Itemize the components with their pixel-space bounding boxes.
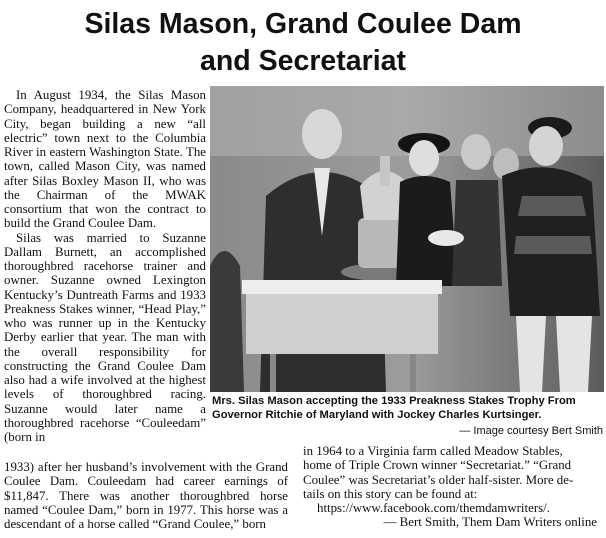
paragraph-1: In August 1934, the Silas Mason Company, headquartered in New York City, began building a new “all electric” town next to the Columbia River in eastern Washington State. The town, called Mason City, was named after Silas Boxley Mason II, who was the Chairman of the MWAK consortium that won the contract to build the Grand Coulee Dam.	[4, 88, 206, 231]
photo-caption: Mrs. Silas Mason accepting the 1933 Preakness Stakes Trophy From Governor Ritchie of Maryland with Jockey Charles Kurtsinger.	[212, 395, 576, 421]
right-column	[303, 444, 597, 530]
title-line-2: and Secretariat	[200, 45, 406, 77]
article-title	[0, 6, 606, 80]
facebook-link[interactable]: https://www.facebook.com/themdamwriters/.	[317, 501, 550, 515]
paragraph-2: Silas was married to Suzanne Dallam Burnett, an accomplished thoroughbred racehorse trainer and owner. Suzanne owned Lexington Kentucky’s Duntreath Farms and 1933 Preakness Stakes winner, “Head Play,” who was runner up in the Kentucky Derby earlier that year. The man with the overall responsibility for constructing the Grand Coulee Dam also had a wife involved at the highest levels of thoroughbred racing. Suzanne would later name a thoroughbred racehorse “Couleedam” (born in	[4, 230, 206, 444]
photo-credit: — Image courtesy Bert Smith	[459, 425, 603, 437]
right-line-3: Coulee” was Secretariat’s older half-sister. More de-	[303, 472, 574, 487]
paragraph-2-continued: 1933) after her husband’s involvement with the Grand Coulee Dam. Couleedam had career earnings of $11,847. There was another thoroughbred horse named “Coulee Dam,” born in 1977. This horse was a descendant of a horse called “Grand Coulee,” born	[4, 460, 288, 531]
right-line-4: tails on this story can be found at:	[303, 486, 478, 501]
title-line-1: Silas Mason, Grand Coulee Dam	[84, 8, 522, 40]
photo-illustration	[210, 86, 604, 392]
historic-photo	[210, 86, 604, 392]
right-line-1: in 1964 to a Virginia farm called Meadow Stables,	[303, 444, 563, 458]
left-column	[4, 88, 206, 444]
right-line-2: home of Triple Crown winner “Secretariat.” “Grand	[303, 458, 572, 473]
byline-signature: — Bert Smith, Them Dam Writers online	[383, 515, 597, 530]
